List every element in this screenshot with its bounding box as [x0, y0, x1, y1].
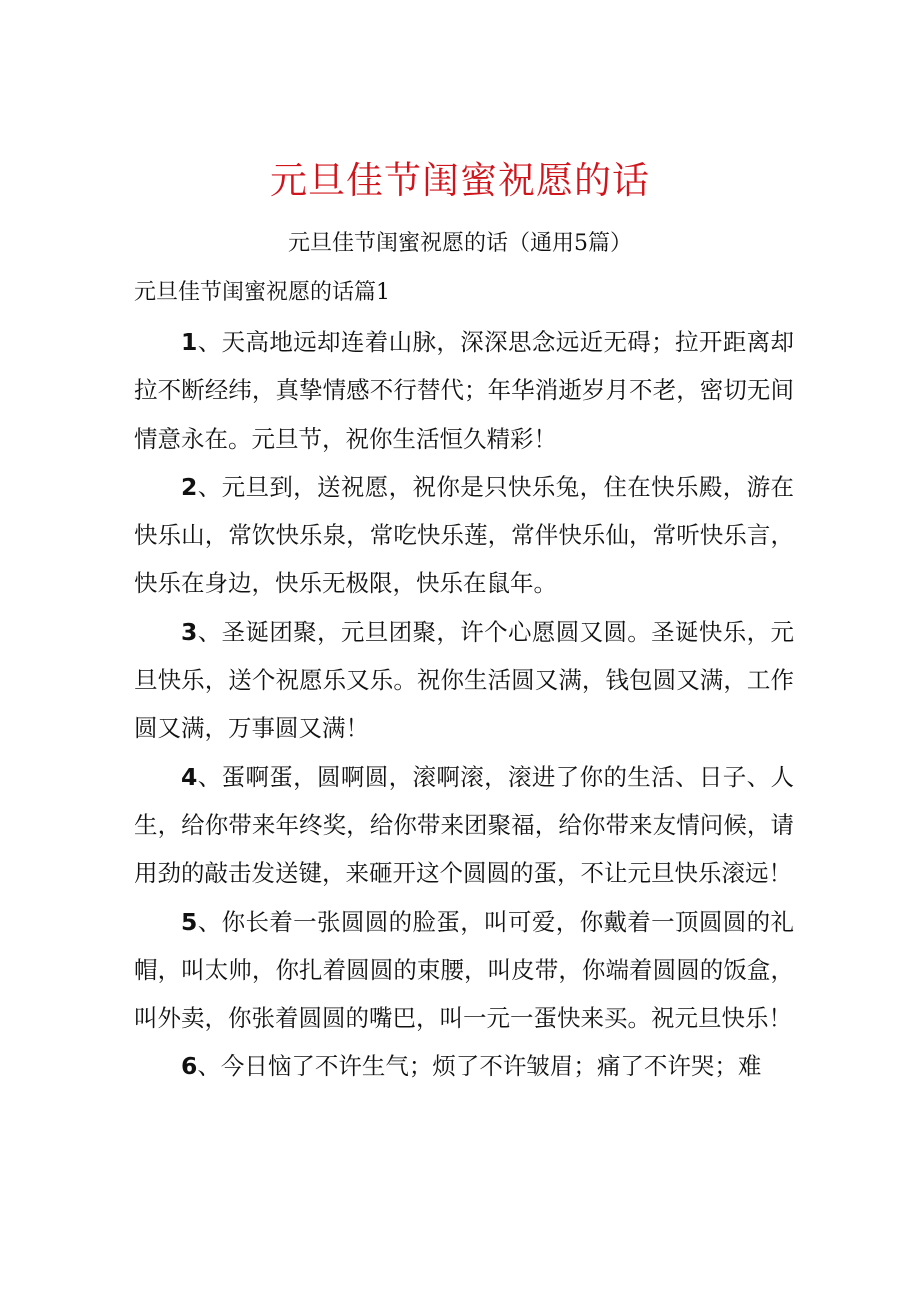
- paragraph-text: 、天高地远却连着山脉，深深思念远近无碍；拉开距离却拉不断经纬，真挚情感不行替代；年华消逝岁月不老，密切无间情意永在。元旦节，祝你生活恒久精彩！: [134, 328, 794, 453]
- paragraph-3: [134, 608, 794, 753]
- document-subtitle: 元旦佳节闺蜜祝愿的话（通用5篇）: [288, 231, 632, 256]
- paragraph-number: 1: [181, 328, 198, 356]
- paragraph-number: 5: [181, 907, 198, 936]
- paragraph-4: [134, 753, 794, 898]
- section-heading: 元旦佳节闺蜜祝愿的话篇1: [134, 280, 390, 305]
- paragraph-number: 6: [181, 1052, 198, 1081]
- paragraph-text: 、今日恼了不许生气；烦了不许皱眉；痛了不许哭；难: [197, 1052, 762, 1081]
- paragraph-2: [134, 463, 794, 608]
- body-text: [134, 318, 794, 1091]
- paragraph-text: 、元旦到，送祝愿，祝你是只快乐兔，住在快乐殿，游在快乐山，常饮快乐泉，常吃快乐莲，常伴快乐仙，常听快乐言，快乐在身边，快乐无极限，快乐在鼠年。: [134, 472, 794, 598]
- paragraph-number: 4: [181, 762, 198, 791]
- paragraph-5: [134, 898, 794, 1043]
- paragraph-6: [134, 1042, 794, 1090]
- document-title: 元旦佳节闺蜜祝愿的话: [270, 159, 650, 202]
- paragraph-1: [134, 318, 794, 463]
- paragraph-number: 2: [181, 472, 198, 501]
- paragraph-text: 、圣诞团聚，元旦团聚，许个心愿圆又圆。圣诞快乐，元旦快乐，送个祝愿乐又乐。祝你生活圆又满，钱包圆又满，工作圆又满，万事圆又满！: [134, 617, 794, 743]
- paragraph-text: 、你长着一张圆圆的脸蛋，叫可爱，你戴着一顶圆圆的礼帽，叫太帅，你扎着圆圆的束腰，叫皮带，你端着圆圆的饭盒，叫外卖，你张着圆圆的嘴巴，叫一元一蛋快来买。祝元旦快乐！: [134, 907, 794, 1033]
- paragraph-number: 3: [181, 617, 198, 646]
- paragraph-text: 、蛋啊蛋，圆啊圆，滚啊滚，滚进了你的生活、日子、人生，给你带来年终奖，给你带来团聚福，给你带来友情问候，请用劲的敲击发送键，来砸开这个圆圆的蛋，不让元旦快乐滚远！: [134, 762, 794, 888]
